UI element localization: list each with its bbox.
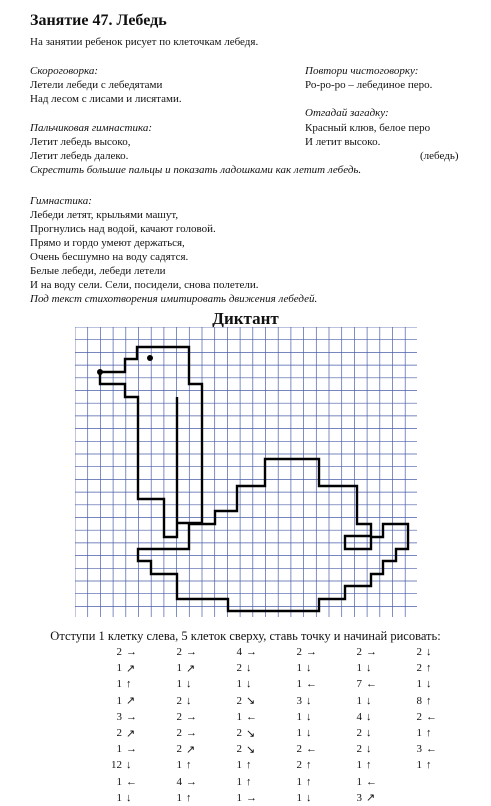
step-count: 1 (416, 727, 422, 740)
step-arrow: ↗ (126, 662, 136, 675)
step-arrow: → (186, 775, 197, 788)
gymnastics-line-1: Лебеди летят, крыльями машут, (30, 209, 179, 221)
step-count: 2 (176, 743, 182, 756)
step-arrow: ← (426, 743, 437, 756)
step-count: 2 (356, 727, 362, 740)
step-arrow: ↓ (306, 791, 312, 804)
step-arrow: ↓ (306, 694, 312, 707)
step-arrow: ← (246, 710, 257, 723)
step-count: 2 (236, 694, 242, 707)
step-count: 1 (296, 678, 302, 691)
step-arrow: ↑ (246, 759, 252, 772)
step-count: 1 (296, 775, 302, 788)
steps-row (108, 790, 468, 806)
step-count: 1 (356, 662, 362, 675)
steps-row (108, 709, 468, 725)
steps-row (108, 774, 468, 790)
step-arrow: → (126, 710, 137, 723)
step-count: 2 (176, 646, 182, 659)
step-count: 2 (236, 743, 242, 756)
step-count: 4 (356, 710, 362, 723)
tongue-twister-line-1: Летели лебеди с лебедятами (30, 79, 163, 91)
finger-gym-note: Скрестить большие пальцы и показать ладошками как летит лебедь. (30, 164, 362, 176)
step-count: 2 (416, 662, 422, 675)
step-count: 1 (416, 678, 422, 691)
step-arrow: → (366, 646, 377, 659)
dictation-title: Диктант (212, 309, 279, 328)
step-arrow: ↑ (426, 694, 432, 707)
pure-saying-heading: Повтори чистоговорку: (305, 65, 419, 77)
step-arrow: ← (366, 678, 377, 691)
step-count: 3 (416, 743, 422, 756)
step-count: 1 (116, 662, 122, 675)
step-count: 2 (416, 646, 422, 659)
step-arrow: ↑ (306, 759, 312, 772)
step-arrow: ↘ (246, 743, 256, 756)
step-arrow: ↑ (306, 775, 312, 788)
step-count: 1 (296, 791, 302, 804)
step-count: 2 (296, 743, 302, 756)
step-arrow: ↓ (126, 791, 132, 804)
grid-lines (75, 327, 417, 617)
step-count: 1 (296, 662, 302, 675)
step-count: 1 (416, 759, 422, 772)
step-arrow: ↓ (186, 694, 192, 707)
step-count: 1 (176, 759, 182, 772)
riddle-line-1: Красный клюв, белое перо (305, 122, 431, 134)
steps-row (108, 741, 468, 757)
step-arrow: ← (426, 710, 437, 723)
tongue-twister-line-2: Над лесом с лисами и лисятами. (30, 93, 182, 105)
steps-row (108, 676, 468, 692)
steps-row (108, 757, 468, 773)
step-count (408, 774, 426, 790)
step-count: 1 (176, 791, 182, 804)
step-count: 1 (296, 727, 302, 740)
step-arrow: ↘ (246, 727, 256, 740)
step-arrow: ↑ (126, 678, 132, 691)
step-count: 1 (356, 759, 362, 772)
steps-row (108, 725, 468, 741)
page-title: Занятие 47. Лебедь (30, 12, 167, 29)
step-count (408, 790, 426, 806)
step-arrow: ↓ (126, 759, 132, 772)
step-arrow: → (246, 646, 257, 659)
tongue-twister-heading: Скороговорка: (30, 65, 99, 77)
step-arrow: ↓ (186, 678, 192, 691)
step-count: 1 (236, 791, 242, 804)
step-arrow: ↑ (426, 727, 432, 740)
step-arrow: ↑ (366, 759, 372, 772)
step-arrow: ↓ (366, 694, 372, 707)
steps-row (108, 660, 468, 676)
step-count: 1 (356, 775, 362, 788)
dictation-instruction: Отступи 1 клетку слева, 5 клеток сверху, ставь точку и начинай рисовать: (50, 629, 441, 643)
riddle-heading: Отгадай загадку: (305, 107, 389, 119)
gymnastics-line-5: Белые лебеди, лебеди летели (30, 265, 166, 277)
step-arrow (426, 774, 468, 790)
step-count: 1 (356, 694, 362, 707)
step-count: 1 (116, 791, 122, 804)
step-arrow: → (126, 646, 137, 659)
step-count: 2 (356, 743, 362, 756)
step-arrow: ↑ (186, 791, 192, 804)
step-arrow: ↓ (366, 662, 372, 675)
step-arrow: ↗ (126, 695, 136, 708)
step-count: 1 (236, 775, 242, 788)
steps-row (108, 693, 468, 709)
gymnastics-line-2: Прогнулись над водой, качают головой. (30, 223, 216, 235)
step-arrow (426, 790, 468, 806)
step-count: 2 (416, 710, 422, 723)
step-arrow: → (246, 791, 257, 804)
finger-gym-line-2: Летит лебедь далеко. (30, 150, 129, 162)
step-count: 2 (296, 759, 302, 772)
step-arrow: ↑ (426, 759, 432, 772)
gymnastics-line-3: Прямо и гордо умеют держаться, (30, 237, 185, 249)
step-arrow: ↓ (246, 662, 252, 675)
step-arrow: ← (126, 775, 137, 788)
gymnastics-heading: Гимнастика: (30, 195, 92, 207)
step-count: 1 (116, 694, 122, 707)
step-arrow: → (126, 743, 137, 756)
step-arrow: → (186, 710, 197, 723)
step-arrow: ↑ (186, 759, 192, 772)
pure-saying-line: Ро-ро-ро – лебединое перо. (305, 79, 433, 91)
step-count: 2 (236, 727, 242, 740)
step-count: 1 (176, 662, 182, 675)
step-count: 1 (236, 678, 242, 691)
step-count: 4 (176, 775, 182, 788)
step-arrow: ↓ (426, 646, 432, 659)
start-dot-left (97, 369, 103, 375)
gymnastics-line-4: Очень бесшумно на воду садятся. (30, 251, 189, 263)
step-arrow: ↓ (306, 710, 312, 723)
intro-text: На занятии ребенок рисует по клеточкам лебедя. (30, 36, 259, 48)
swan-grid (75, 327, 417, 617)
step-count: 12 (111, 759, 122, 772)
step-count: 2 (116, 646, 122, 659)
finger-gym-line-1: Летит лебедь высоко, (30, 136, 131, 148)
step-count: 3 (356, 791, 362, 804)
step-arrow: ← (306, 743, 317, 756)
step-arrow: ← (366, 775, 377, 788)
step-arrow: ↓ (366, 727, 372, 740)
step-arrow: ↗ (186, 662, 196, 675)
step-arrow: ← (306, 678, 317, 691)
step-arrow: ↓ (306, 727, 312, 740)
step-count: 1 (116, 678, 122, 691)
step-arrow: ↓ (246, 678, 252, 691)
step-arrow: → (186, 727, 197, 740)
step-arrow: ↑ (246, 775, 252, 788)
step-arrow: ↗ (186, 743, 196, 756)
step-count: 2 (176, 694, 182, 707)
steps-row (108, 644, 468, 660)
step-arrow: ↓ (366, 743, 372, 756)
step-arrow: ↘ (246, 695, 256, 708)
step-count: 3 (116, 710, 122, 723)
step-count: 2 (116, 727, 122, 740)
gymnastics-note: Под текст стихотворения имитировать движения лебедей. (30, 293, 318, 305)
step-count: 2 (356, 646, 362, 659)
step-count: 1 (116, 743, 122, 756)
step-count: 3 (296, 694, 302, 707)
step-count: 1 (176, 678, 182, 691)
step-count: 1 (236, 710, 242, 723)
step-count: 2 (176, 727, 182, 740)
finger-gym-heading: Пальчиковая гимнастика: (30, 122, 152, 134)
riddle-line-2: И летит высоко. (305, 136, 381, 148)
step-count: 1 (296, 710, 302, 723)
step-arrow: ↗ (366, 792, 376, 805)
step-count: 7 (356, 678, 362, 691)
dictation-steps-table (108, 644, 468, 806)
step-count: 2 (236, 662, 242, 675)
step-count: 1 (236, 759, 242, 772)
eye-dot (147, 355, 153, 361)
gymnastics-line-6: И на воду сели. Сели, посидели, снова полетели. (30, 279, 259, 291)
step-arrow: ↓ (306, 662, 312, 675)
step-count: 2 (296, 646, 302, 659)
step-arrow: → (306, 646, 317, 659)
step-arrow: ↓ (366, 710, 372, 723)
step-count: 8 (416, 694, 422, 707)
swan-body-outline (138, 459, 408, 611)
step-count: 2 (176, 710, 182, 723)
step-arrow: ↓ (426, 678, 432, 691)
step-arrow: ↑ (426, 662, 432, 675)
riddle-answer: (лебедь) (420, 150, 459, 162)
step-arrow: ↗ (126, 727, 136, 740)
step-count: 1 (116, 775, 122, 788)
step-arrow: → (186, 646, 197, 659)
step-count: 4 (236, 646, 242, 659)
